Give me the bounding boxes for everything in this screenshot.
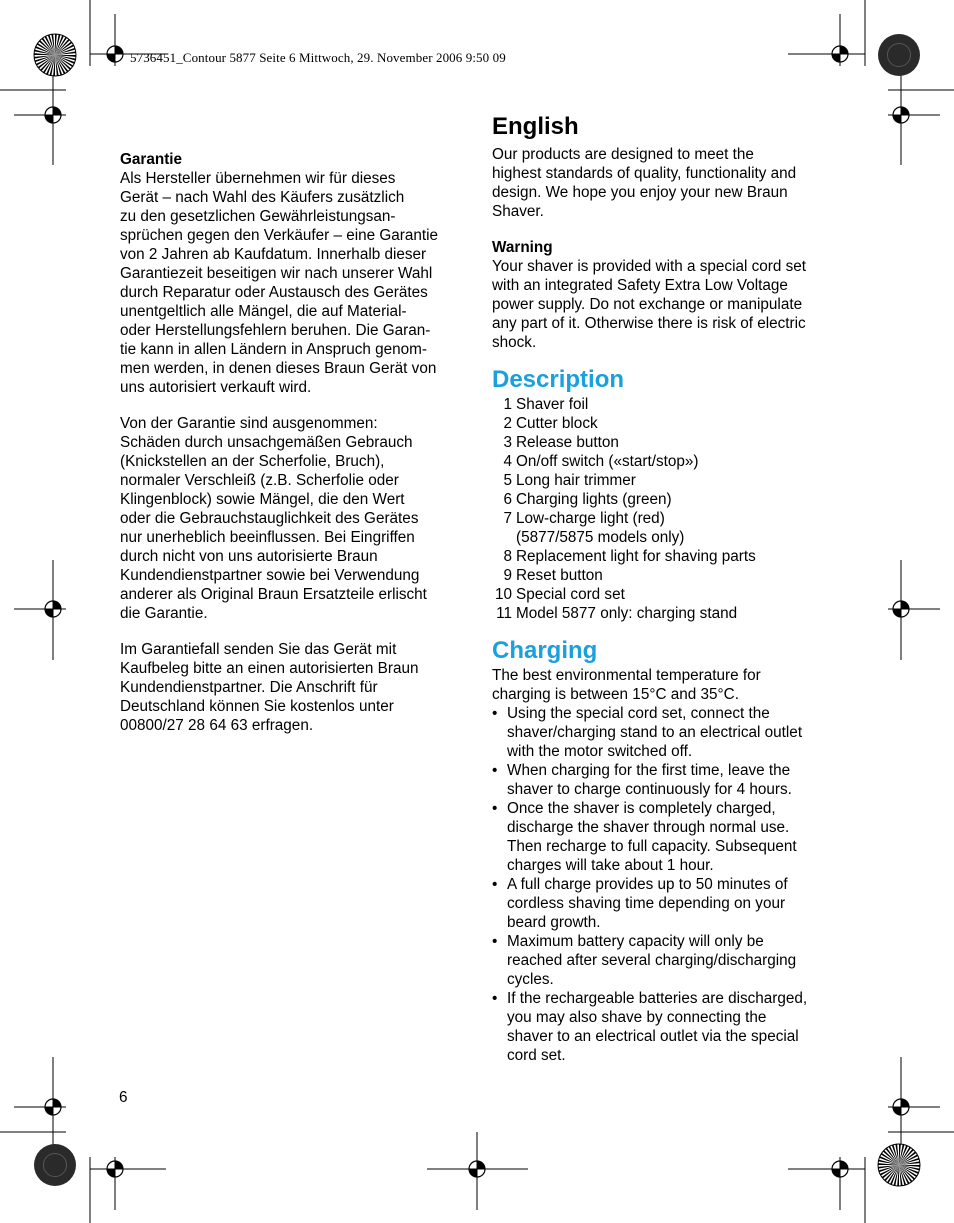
charging-bullet-item [492, 875, 837, 932]
description-item-text: Shaver foil [516, 396, 589, 413]
description-item-text: Release button [516, 434, 619, 451]
starburst-mark-icon [34, 34, 76, 76]
charging-bullet-item [492, 704, 837, 761]
description-item-number: 5 [503, 472, 512, 489]
description-item-number: 11 [496, 605, 512, 622]
guarantee-column [120, 150, 465, 752]
description-item [492, 471, 837, 490]
bullet-icon: • [492, 762, 498, 779]
guarantee-paragraph-2: Von der Garantie sind ausgenommen: Schäden durch unsachgemäßen Gebrauch (Knickstellen an der Scherfolie, Bruch), normaler Verschleiß (z.B. Scherfolie oder Klingenblock) sowie Mängel, die den Wert oder die Gebrauchstauglichkeit des Gerätes nur unerheblich beeinflussen. Bei Eingriffen durch nicht von uns autorisierte Braun Kundendienstpartner sowie bei Verwendung anderer als Original Braun Ersatzteile erlischt die Garantie. [120, 415, 427, 622]
warning-heading: Warning [492, 239, 553, 256]
english-column [492, 112, 837, 1065]
description-item [492, 604, 837, 623]
description-item-number: 2 [503, 415, 512, 432]
guarantee-paragraph-3: Im Garantiefall senden Sie das Gerät mit Kaufbeleg bitte an einen autorisierten Braun Kundendienstpartner. Die Anschrift für Deutschland können Sie kostenlos unter 00800/27 28 64 63 erfragen. [120, 641, 419, 734]
description-item-number: 7 [503, 510, 512, 527]
guarantee-paragraph-1: Als Hersteller übernehmen wir für dieses Gerät – nach Wahl des Käufers zusätzlich zu den gesetzlichen Gewährleistungsan- sprüchen gegen den Verkäufer – eine Garantie von 2 Jahren ab Kaufdatum. Innerhalb dieser Garantiezeit beseitigen wir nach unserer Wahl durch Reparatur oder Austausch des Gerätes unentgeltlich alle Mängel, die auf Material- oder Herstellungsfehlern beruhen. Die Garan- tie kann in allen Ländern in Anspruch genom- men werden, in denen dieses Braun Gerät von uns autorisiert verkauft wird. [120, 170, 439, 396]
description-item [492, 509, 837, 547]
description-item [492, 490, 837, 509]
intro-paragraph: Our products are designed to meet the highest standards of quality, functionality and design. We hope you enjoy your new Braun Shaver. [492, 146, 797, 220]
description-item-text: On/off switch («start/stop») [516, 453, 699, 470]
description-item-text: Model 5877 only: charging stand [516, 605, 738, 622]
solid-mark-icon [34, 1144, 76, 1186]
print-slug: 5736451_Contour 5877 Seite 6 Mittwoch, 29. November 2006 9:50 09 [130, 50, 506, 65]
description-item [492, 414, 837, 433]
description-item [492, 547, 837, 566]
description-item [492, 452, 837, 471]
description-item-number: 9 [503, 567, 512, 584]
charging-bullet-item [492, 989, 837, 1065]
description-item-text: Long hair trimmer [516, 472, 636, 489]
description-item-text: Special cord set [516, 586, 625, 603]
charging-bullet-text: If the rechargeable batteries are discharged, you may also shave by connecting the shaver to an electrical outlet via the special cord set. [507, 990, 808, 1064]
description-item [492, 585, 837, 604]
bullet-icon: • [492, 990, 498, 1007]
description-item-number: 4 [503, 453, 512, 470]
bullet-icon: • [492, 933, 498, 950]
bullet-icon: • [492, 800, 498, 817]
warning-paragraph: Your shaver is provided with a special cord set with an integrated Safety Extra Low Voltage power supply. Do not exchange or manipulate any part of it. Otherwise there is risk of electric shock. [492, 258, 807, 351]
charging-heading: Charging [492, 637, 598, 664]
starburst-mark-icon [878, 1144, 920, 1186]
bullet-icon: • [492, 876, 498, 893]
description-heading: Description [492, 366, 625, 393]
charging-list [492, 704, 837, 1065]
description-list [492, 395, 837, 623]
description-item-number: 8 [503, 548, 512, 565]
description-item-number: 1 [503, 396, 512, 413]
solid-mark-icon [878, 34, 920, 76]
charging-bullet-text: Using the special cord set, connect the shaver/charging stand to an electrical outlet with the motor switched off. [507, 705, 803, 760]
english-heading: English [492, 113, 579, 140]
description-item [492, 433, 837, 452]
bullet-icon: • [492, 705, 498, 722]
charging-intro: The best environmental temperature for charging is between 15°C and 35°C. [492, 667, 761, 703]
description-item-text: Cutter block [516, 415, 598, 432]
charging-bullet-item [492, 761, 837, 799]
description-item-number: 10 [494, 586, 512, 603]
description-item-text: Low-charge light (red) (5877/5875 models only) [516, 510, 685, 546]
charging-bullet-item [492, 932, 837, 989]
description-item-text: Reset button [516, 567, 603, 584]
description-item-number: 3 [503, 434, 512, 451]
description-item-text: Replacement light for shaving parts [516, 548, 756, 565]
description-item [492, 395, 837, 414]
description-item-text: Charging lights (green) [516, 491, 672, 508]
charging-bullet-text: Once the shaver is completely charged, discharge the shaver through normal use. Then recharge to full capacity. Subsequent charges will take about 1 hour. [507, 800, 797, 874]
charging-bullet-text: A full charge provides up to 50 minutes of cordless shaving time depending on your beard growth. [507, 876, 788, 931]
charging-bullet-text: Maximum battery capacity will only be reached after several charging/discharging cycles. [507, 933, 797, 988]
description-item-number: 6 [503, 491, 512, 508]
page-number: 6 [119, 1089, 128, 1106]
charging-bullet-item [492, 799, 837, 875]
charging-bullet-text: When charging for the first time, leave the shaver to charge continuously for 4 hours. [507, 762, 792, 798]
description-item [492, 566, 837, 585]
guarantee-heading: Garantie [120, 151, 183, 168]
